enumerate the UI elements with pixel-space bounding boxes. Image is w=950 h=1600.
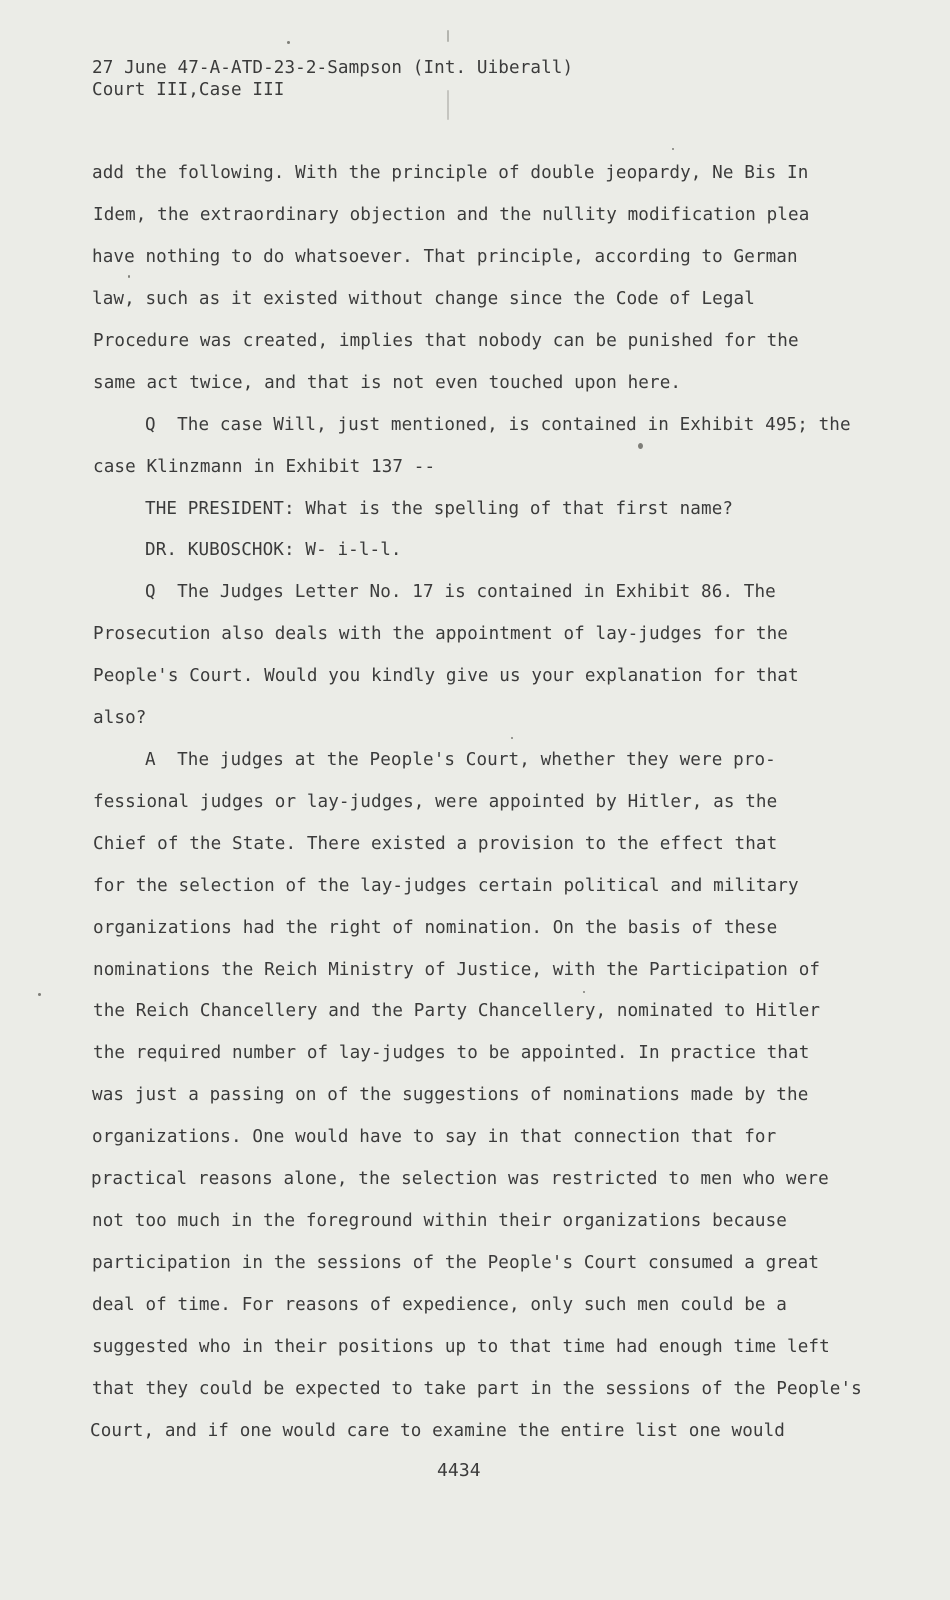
paper-speck xyxy=(447,90,449,120)
page-number: 4434 xyxy=(437,1460,481,1481)
body-line-7: Q The case Will, just mentioned, is contained in Exhibit 495; the xyxy=(145,415,851,435)
body-line-8: case Klinzmann in Exhibit 137 -- xyxy=(93,457,436,477)
body-line-4: law, such as it existed without change since the Code of Legal xyxy=(92,289,755,309)
body-line-15: A The judges at the People's Court, whether they were pro- xyxy=(145,750,776,770)
body-line-5: Procedure was created, implies that nobody can be punished for the xyxy=(93,331,799,351)
body-line-25: practical reasons alone, the selection was restricted to men who were xyxy=(91,1169,829,1189)
paper-speck xyxy=(38,993,41,996)
paper-speck xyxy=(511,737,513,739)
body-line-21: the Reich Chancellery and the Party Chancellery, nominated to Hitler xyxy=(93,1001,821,1021)
paper-speck xyxy=(447,30,449,42)
body-line-16: fessional judges or lay-judges, were appointed by Hitler, as the xyxy=(93,792,778,812)
body-line-12: Prosecution also deals with the appointment of lay-judges for the xyxy=(93,624,789,644)
header-line-1: 27 June 47-A-ATD-23-2-Sampson (Int. Uiberall) xyxy=(92,58,574,78)
body-line-28: deal of time. For reasons of expedience, only such men could be a xyxy=(92,1295,788,1315)
body-line-29: suggested who in their positions up to that time had enough time left xyxy=(92,1337,830,1357)
body-line-19: organizations had the right of nomination. On the basis of these xyxy=(93,918,778,938)
body-line-1: add the following. With the principle of double jeopardy, Ne Bis In xyxy=(92,163,809,183)
body-line-30: that they could be expected to take part in the sessions of the People's xyxy=(92,1379,862,1399)
body-line-20: nominations the Reich Ministry of Justice, with the Participation of xyxy=(93,960,821,980)
body-line-27: participation in the sessions of the People's Court consumed a great xyxy=(92,1253,820,1273)
body-line-18: for the selection of the lay-judges certain political and military xyxy=(93,876,799,896)
body-line-24: organizations. One would have to say in that connection that for xyxy=(92,1127,777,1147)
body-line-22: the required number of lay-judges to be appointed. In practice that xyxy=(93,1043,810,1063)
header-line-2: Court III,Case III xyxy=(92,80,285,100)
body-line-23: was just a passing on of the suggestions of nominations made by the xyxy=(92,1085,809,1105)
body-line-11: Q The Judges Letter No. 17 is contained in Exhibit 86. The xyxy=(145,582,776,602)
body-line-14: also? xyxy=(93,708,147,728)
paper-speck xyxy=(128,275,130,278)
body-line-9: THE PRESIDENT: What is the spelling of that first name? xyxy=(145,499,734,519)
paper-speck xyxy=(287,41,290,44)
body-line-26: not too much in the foreground within their organizations because xyxy=(92,1211,788,1231)
body-line-3: have nothing to do whatsoever. That principle, according to German xyxy=(92,247,798,267)
body-line-31: Court, and if one would care to examine the entire list one would xyxy=(90,1421,786,1441)
body-line-6: same act twice, and that is not even touched upon here. xyxy=(93,373,682,393)
paper-speck xyxy=(583,991,585,993)
paper-speck xyxy=(638,443,643,449)
body-line-17: Chief of the State. There existed a provision to the effect that xyxy=(93,834,778,854)
paper-speck xyxy=(672,148,674,150)
body-line-2: Idem, the extraordinary objection and the nullity modification plea xyxy=(93,205,810,225)
body-line-10: DR. KUBOSCHOK: W- i-l-l. xyxy=(145,540,402,560)
body-line-13: People's Court. Would you kindly give us your explanation for that xyxy=(93,666,799,686)
